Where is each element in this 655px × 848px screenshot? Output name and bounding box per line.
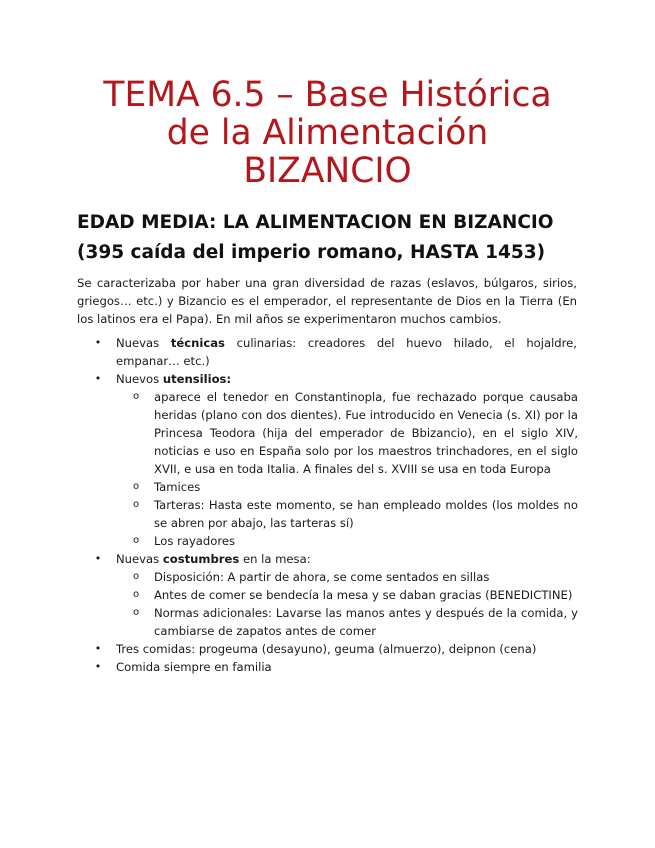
bullet-icon: • — [94, 660, 102, 673]
title-line-2: de la Alimentación — [166, 113, 489, 153]
list-item-text: Nuevas costumbres en la mesa: — [116, 552, 311, 566]
sub-bullet-icon: o — [132, 535, 140, 546]
section-heading-line-2: (395 caída del imperio romano, HASTA 1453) — [77, 242, 546, 263]
sub-item-normas — [0, 604, 655, 640]
sub-item-disposicion — [0, 568, 655, 586]
sub-bullet-icon: o — [132, 607, 140, 618]
sub-item-tamices — [0, 478, 655, 496]
sub-item-text: Tarteras: Hasta este momento, se han empleado moldes (los moldes no se abren por abajo, las tarteras sí) — [154, 498, 578, 530]
list-item-familia — [0, 658, 655, 676]
sub-item-text: Antes de comer se bendecía la mesa y se daban gracias (BENEDICTINE) — [154, 588, 573, 602]
sub-item-bendecir — [0, 586, 655, 604]
bullet-icon: • — [94, 642, 102, 655]
sub-item-text: Normas adicionales: Lavarse las manos antes y después de la comida, y cambiarse de zapatos antes de comer — [154, 606, 578, 638]
sub-item-text: Los rayadores — [154, 534, 236, 548]
list-item-text: Nuevos utensilios: — [116, 372, 232, 386]
sub-bullet-icon: o — [132, 481, 140, 492]
bullet-icon: • — [94, 552, 102, 565]
sub-item-tarteras — [0, 496, 655, 532]
list-item-tecnicas — [0, 334, 655, 370]
keyword-tecnicas: técnicas — [170, 336, 225, 350]
keyword-utensilios: utensilios: — [162, 372, 232, 386]
sub-item-tenedor — [0, 388, 655, 478]
sub-bullet-icon: o — [132, 571, 140, 582]
bullet-list — [0, 334, 655, 676]
intro-paragraph: Se caracterizaba por haber una gran diversidad de razas (eslavos, búlgaros, sirios, griegos… etc.) y Bizancio es el emperador, el representante de Dios en la Tierra (En los latinos era el Papa). En mil años se experimentaron muchos cambios. — [77, 276, 577, 326]
list-item-text: Comida siempre en familia — [116, 660, 272, 674]
title-line-1: TEMA 6.5 – Base Histórica — [103, 75, 552, 115]
bullet-icon: • — [94, 372, 102, 385]
sub-item-text: aparece el tenedor en Constantinopla, fue rechazado porque causaba heridas (plano con dos dientes). Fue introducido en Venecia (s. XI) por la Princesa Teodora (hija del emperador de Bbizancio), en el siglo XIV, noticias e uso en España solo por los maestros trinchadores, en el siglo XVII, e usa en toda Italia. A finales del s. XVIII se usa en toda Europa — [154, 390, 578, 476]
list-item-comidas — [0, 640, 655, 658]
sub-item-text: Disposición: A partir de ahora, se come sentados en sillas — [154, 570, 490, 584]
sub-bullet-icon: o — [132, 499, 140, 510]
sub-item-rayadores — [0, 532, 655, 550]
list-item-text: Tres comidas: progeuma (desayuno), geuma (almuerzo), deipnon (cena) — [116, 642, 537, 656]
list-item-costumbres — [0, 550, 655, 568]
sub-bullet-icon: o — [132, 391, 140, 402]
list-item-utensilios — [0, 370, 655, 388]
sub-item-text: Tamices — [154, 480, 201, 494]
page-title — [60, 76, 595, 190]
sub-bullet-icon: o — [132, 589, 140, 600]
section-heading-line-1: EDAD MEDIA: LA ALIMENTACION EN BIZANCIO — [77, 212, 554, 233]
bullet-icon: • — [94, 336, 102, 349]
section-heading — [77, 208, 597, 268]
list-item-text: Nuevas técnicas culinarias: creadores del huevo hilado, el hojaldre, empanar… etc.) — [116, 336, 577, 368]
keyword-costumbres: costumbres — [162, 552, 240, 566]
title-line-3: BIZANCIO — [243, 151, 412, 191]
